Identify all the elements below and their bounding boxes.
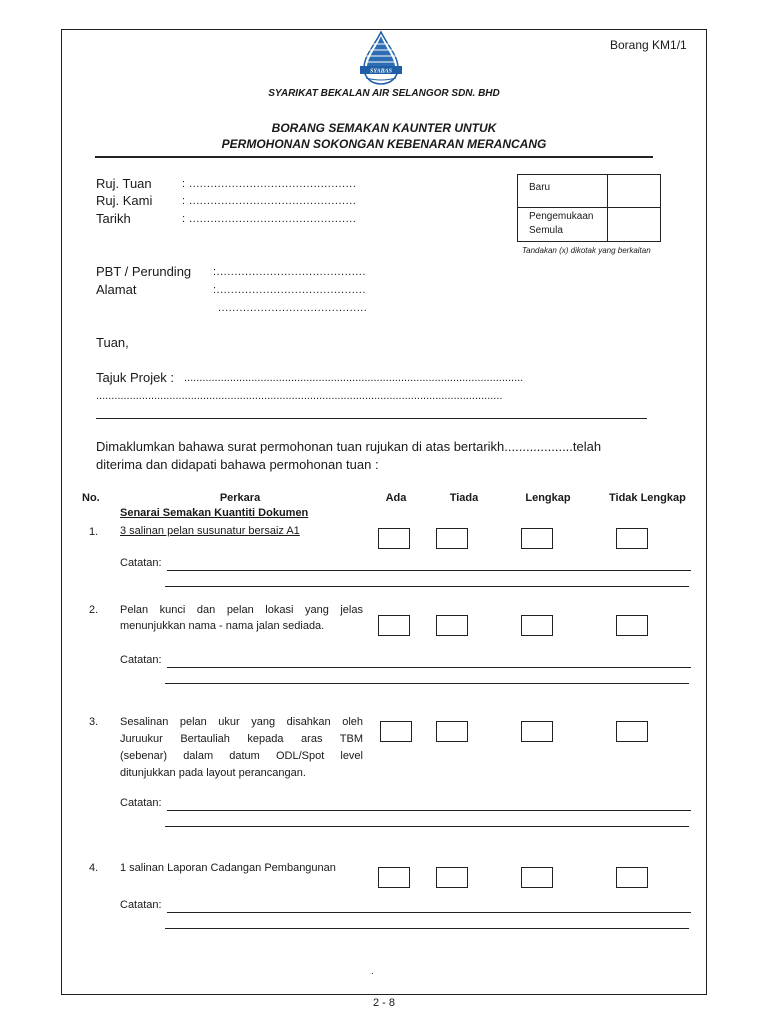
item-2-tidak-lengkap-checkbox[interactable] [616,615,648,636]
ref-value-tuan: : ............................................... [182,178,357,190]
status-baru-checkbox[interactable] [608,175,660,207]
item-2-catatan-line-1[interactable] [167,667,691,668]
status-note: Tandakan (x) dikotak yang berkaitan [522,246,651,255]
alamat-value-1: :.......................................... [213,284,366,296]
item-3-ada-checkbox[interactable] [380,721,412,742]
item-3-catatan-line-1[interactable] [167,810,691,811]
item-1-desc: 3 salinan pelan susunatur bersaiz A1 [120,525,300,537]
item-1-tiada-checkbox[interactable] [436,528,468,549]
item-4-catatan-line-2[interactable] [165,928,689,929]
item-1-catatan-line-1[interactable] [167,570,691,571]
item-2-ada-checkbox[interactable] [378,615,410,636]
col-header-tidak-lengkap: Tidak Lengkap [609,492,686,504]
item-1-no: 1. [89,526,99,538]
ref-label-tarikh: Tarikh [96,211,131,226]
title-rule [95,156,653,158]
item-3-catatan-label: Catatan: [120,797,162,809]
item-4-no: 4. [89,862,99,874]
item-1-catatan-line-2[interactable] [165,586,689,587]
tajuk-rule [96,418,647,419]
item-2-tiada-checkbox[interactable] [436,615,468,636]
form-code: Borang KM1/1 [610,38,687,52]
ref-label-kami: Ruj. Kami [96,193,153,208]
item-4-catatan-label: Catatan: [120,899,162,911]
ref-value-tarikh: : ............................................... [182,213,357,225]
item-4-desc: 1 salinan Laporan Cadangan Pembangunan [120,862,336,874]
col-header-tiada: Tiada [449,492,479,504]
footer-mark: . [371,966,374,977]
status-semula-label: Pengemukaan Semula [529,211,594,236]
pbt-label: PBT / Perunding [96,264,192,279]
item-1-tidak-lengkap-checkbox[interactable] [616,528,648,549]
status-semula-checkbox[interactable] [608,208,660,241]
status-table [517,174,661,242]
item-3-no: 3. [89,716,99,728]
item-4-ada-checkbox[interactable] [378,867,410,888]
item-3-tidak-lengkap-checkbox[interactable] [616,721,648,742]
title-line-2: PERMOHONAN SOKONGAN KEBENARAN MERANCANG [221,137,547,151]
logo-text: SYABAS [370,68,392,75]
item-3-desc: Sesalinan pelan ukur yang disahkan oleh Juruukur Bertauliah kepada aras TBM (sebenar) dalam datum ODL/Spot level ditunjukkan pada layout perancangan. [120,716,363,779]
item-2-desc: Pelan kunci dan pelan lokasi yang jelas menunjukkan nama - nama jalan sediada. [120,604,363,632]
item-3-catatan-line-2[interactable] [165,826,689,827]
ref-label-tuan: Ruj. Tuan [96,176,152,191]
pbt-value: :.......................................... [213,266,366,278]
item-3-lengkap-checkbox[interactable] [521,721,553,742]
item-1-ada-checkbox[interactable] [378,528,410,549]
item-3-tiada-checkbox[interactable] [436,721,468,742]
item-1-catatan-label: Catatan: [120,557,162,569]
col-header-ada: Ada [385,492,407,504]
item-2-lengkap-checkbox[interactable] [521,615,553,636]
intro-line-1: Dimaklumkan bahawa surat permohonan tuan rujukan di atas bertarikh...................telah [96,439,602,454]
item-2-catatan-line-2[interactable] [165,683,689,684]
tajuk-dots-1: ............................................................................................................... [184,372,524,384]
intro-line-2: diterima dan didapati bahawa permohonan tuan : [96,457,379,472]
page-number: 2 - 8 [372,997,395,1009]
col-header-lengkap: Lengkap [525,492,571,504]
col-header-senarai: Senarai Semakan Kuantiti Dokumen [120,507,309,519]
tajuk-dots-2: ..................................................................................................................................... [96,390,503,402]
status-baru-label: Baru [529,182,551,193]
item-2-no: 2. [89,604,99,616]
item-1-lengkap-checkbox[interactable] [521,528,553,549]
alamat-value-2: .......................................... [218,302,368,314]
item-4-catatan-line-1[interactable] [167,912,691,913]
ref-value-kami: : ............................................... [182,195,357,207]
syabas-logo [352,30,410,86]
salutation: Tuan, [96,335,129,350]
item-4-tidak-lengkap-checkbox[interactable] [616,867,648,888]
alamat-label: Alamat [96,282,137,297]
title-line-1: BORANG SEMAKAN KAUNTER UNTUK [271,121,497,135]
item-4-lengkap-checkbox[interactable] [521,867,553,888]
item-4-tiada-checkbox[interactable] [436,867,468,888]
col-header-no: No. [82,492,100,504]
item-2-catatan-label: Catatan: [120,654,162,666]
company-name: SYARIKAT BEKALAN AIR SELANGOR SDN. BHD [268,88,500,99]
col-header-perkara: Perkara [219,492,261,504]
tajuk-label: Tajuk Projek : [96,370,175,385]
